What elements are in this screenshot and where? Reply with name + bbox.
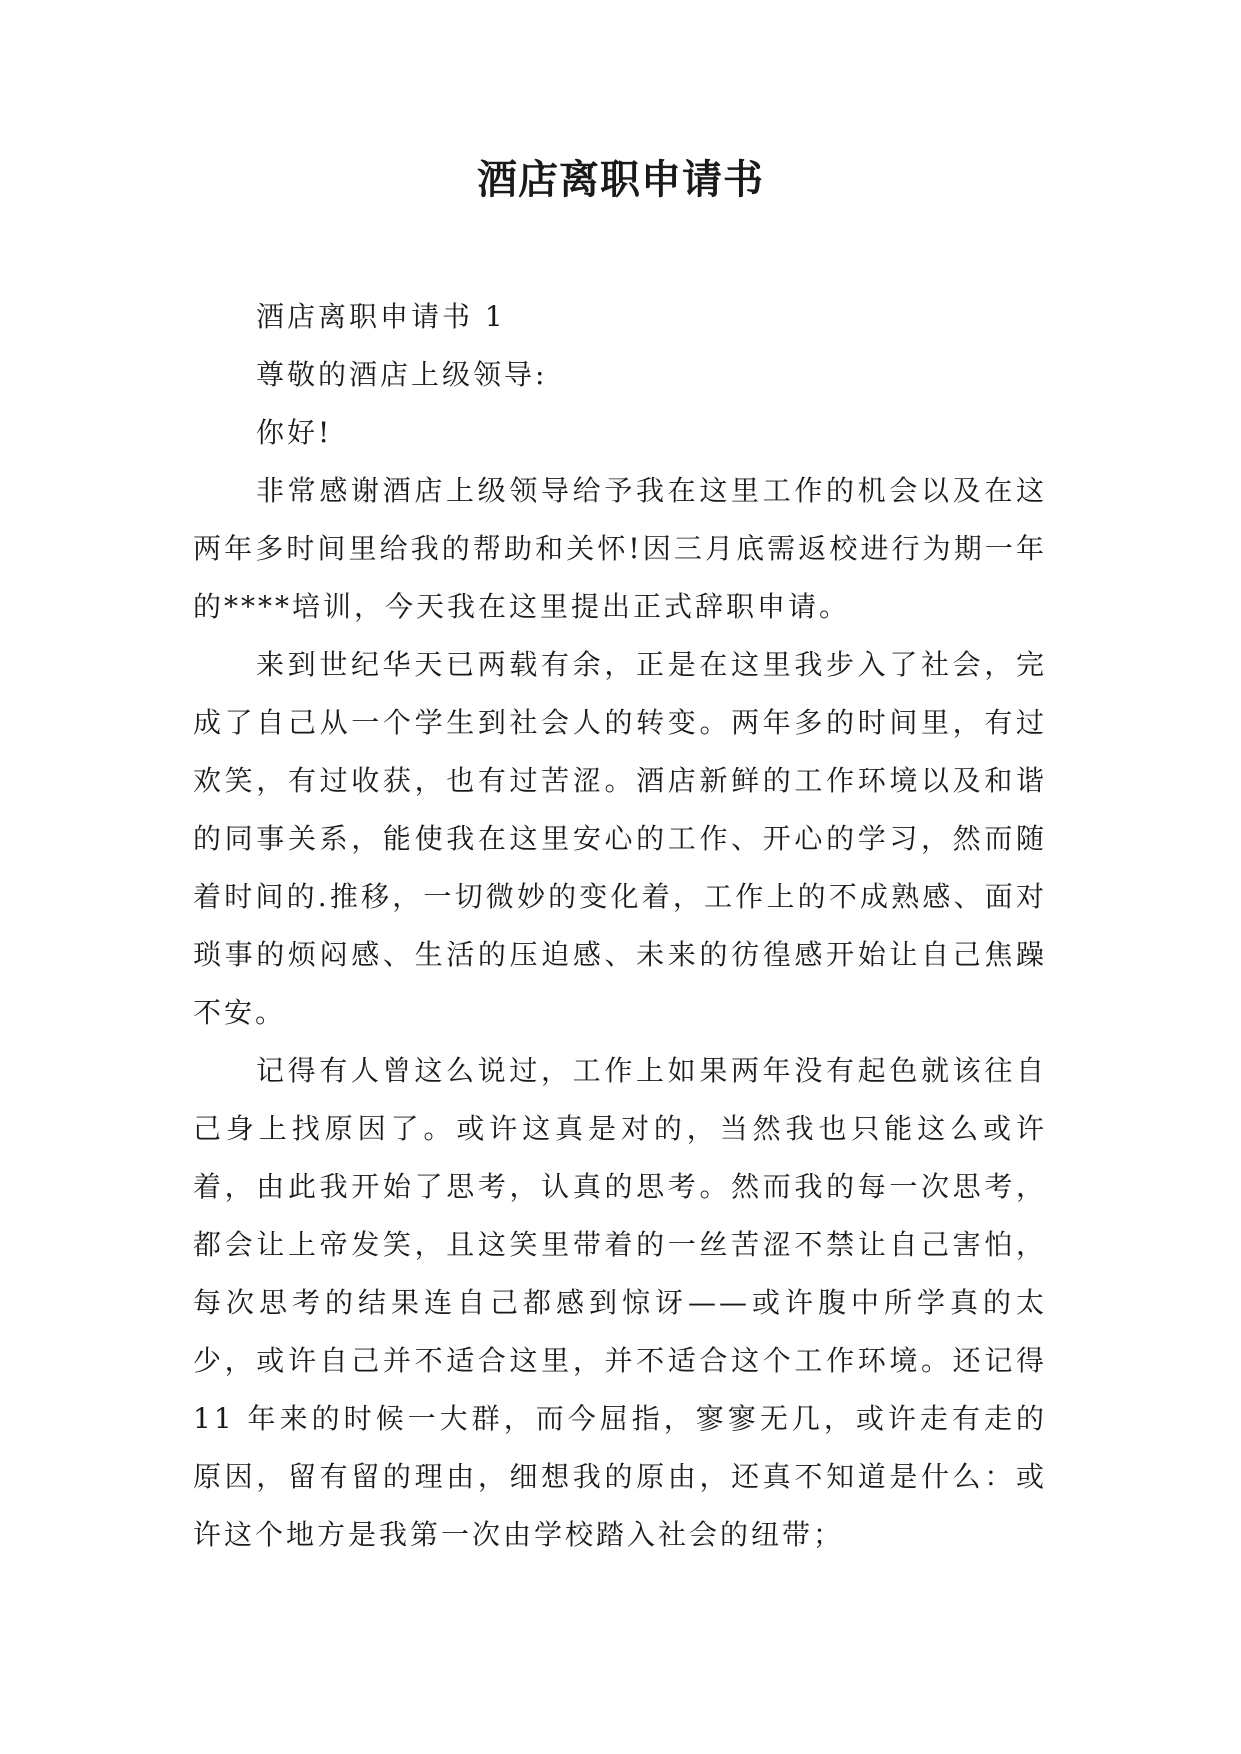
paragraph-experience: 来到世纪华天已两载有余，正是在这里我步入了社会，完成了自己从一个学生到社会人的转变。两年多的时间里，有过欢笑，有过收获，也有过苦涩。酒店新鲜的工作环境以及和谐的同事关系，能使我在这里安心的工作、开心的学习，然而随着时间的.推移，一切微妙的变化着，工作上的不成熟感、面对琐事的烦闷感、生活的压迫感、未来的彷徨感开始让自己焦躁不安。	[193, 648, 1047, 1029]
paragraph-heading: 酒店离职申请书 1	[256, 300, 506, 333]
document-body	[193, 288, 1047, 1564]
paragraph-reflection: 记得有人曾这么说过，工作上如果两年没有起色就该往自己身上找原因了。或许这真是对的，当然我也只能这么或许着，由此我开始了思考，认真的思考。然而我的每一次思考，都会让上帝发笑，且这笑里带着的一丝苦涩不禁让自己害怕，每次思考的结果连自己都感到惊讶——或许腹中所学真的太少，或许自己并不适合这里，并不适合这个工作环境。还记得 11 年来的时候一大群，而今屈指，寥寥无几，或许走有走的原因，留有留的理由，细想我的原由，还真不知道是什么：或许这个地方是我第一次由学校踏入社会的纽带；	[193, 1054, 1047, 1551]
paragraph-salutation: 尊敬的酒店上级领导:	[256, 358, 548, 391]
document-title: 酒店离职申请书	[477, 157, 764, 203]
paragraph-greeting: 你好!	[256, 416, 333, 449]
paragraph-thanks: 非常感谢酒店上级领导给予我在这里工作的机会以及在这两年多时间里给我的帮助和关怀!因三月底需返校进行为期一年的****培训，今天我在这里提出正式辞职申请。	[193, 474, 1047, 623]
